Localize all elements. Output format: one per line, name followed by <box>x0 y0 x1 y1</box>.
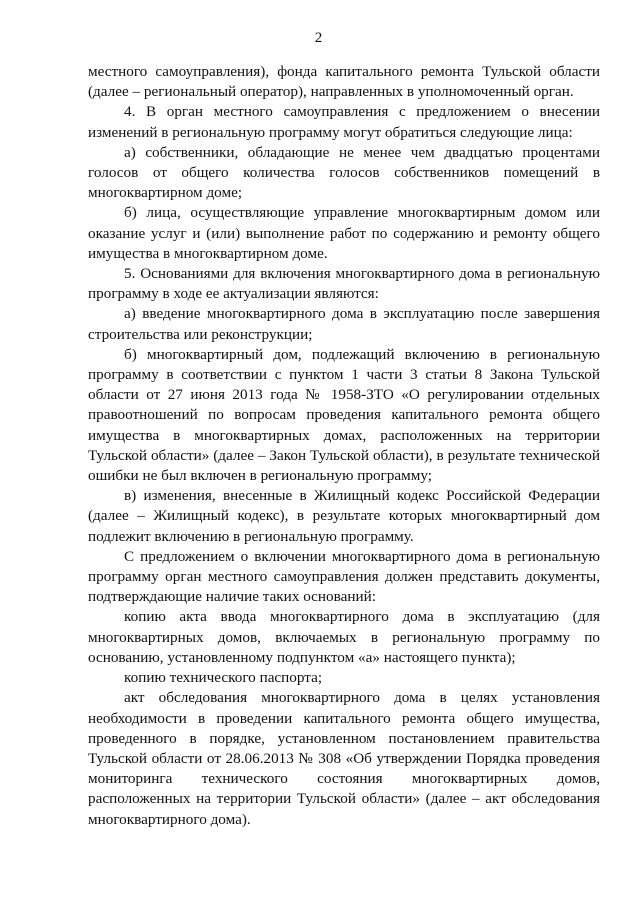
paragraph-documents-intro: С предложением о включении многоквартирного дома в региональную программу орган местного самоуправления должен представить документы, подтверждающие наличие таких оснований: <box>88 547 600 606</box>
paragraph-item-5a: а) введение многоквартирного дома в эксплуатацию после завершения строительства или реконструкции; <box>88 305 600 343</box>
paragraph-item-5v: в) изменения, внесенные в Жилищный кодекс Российской Федерации (далее – Жилищный кодекс), в результате которых многоквартирный дом подлежит включению в региональную программу. <box>88 487 600 545</box>
paragraph-item-4a: а) собственники, обладающие не менее чем двадцатью процентами голосов от общего количества голосов собственников помещений в многоквартирном доме; <box>88 143 600 202</box>
page-number: 2 <box>314 30 323 46</box>
document-body <box>88 62 600 830</box>
paragraph-document-act-copy: копию акта ввода многоквартирного дома в эксплуатацию (для многоквартирных домов, включаемых в региональную программу по основанию, установленному подпунктом «а» настоящего пункта); <box>88 608 600 666</box>
paragraph-item-5: 5. Основаниями для включения многоквартирного дома в региональную программу в ходе ее актуализации являются: <box>88 265 600 303</box>
paragraph-item-5b: б) многоквартирный дом, подлежащий включению в региональную программу в соответствии с пунктом 1 части 3 статьи 8 Закона Тульской области от 27 июня 2013 года № 1958-ЗТО «О регулировании отдельных правоотношений по вопросам проведения капитального ремонта общего имущества в многоквартирных домах, расположенных на территории Тульской области» (далее – Закон Тульской области), в результате технической ошибки не был включен в региональную программу; <box>88 345 600 485</box>
paragraph-item-4: 4. В орган местного самоуправления с предложением о внесении изменений в региональную программу могут обратиться следующие лица: <box>88 103 600 141</box>
paragraph-item-4b: б) лица, осуществляющие управление многоквартирным домом или оказание услуг и (или) выполнение работ по содержанию и ремонту общего имущества в многоквартирном доме. <box>88 204 600 262</box>
paragraph-document-tech-passport: копию технического паспорта; <box>124 669 323 687</box>
paragraph-document-inspection-act: акт обследования многоквартирного дома в целях установления необходимости в проведении капитального ремонта общего имущества, проведенного в порядке, установленном постановлением правительства Тульской области от 28.06.2013 № 308 «Об утверждении Порядка проведения мониторинга технического состояния многоквартирных домов, расположенных на территории Тульской области» (далее – акт обследования многоквартирного дома). <box>88 689 600 828</box>
paragraph-continuation: местного самоуправления), фонда капитального ремонта Тульской области (далее – региональный оператор), направленных в уполномоченный орган. <box>88 63 600 101</box>
